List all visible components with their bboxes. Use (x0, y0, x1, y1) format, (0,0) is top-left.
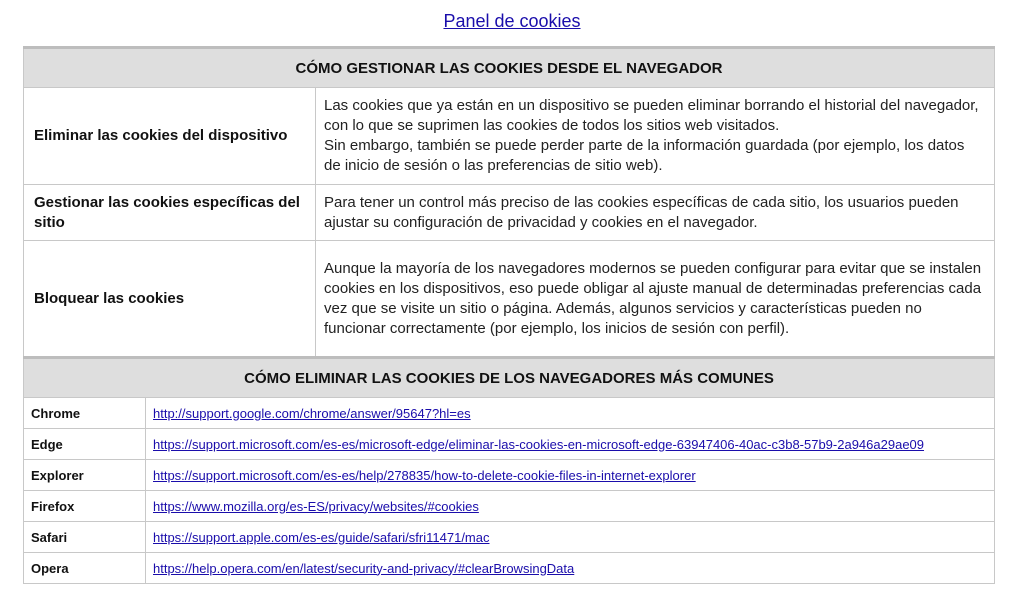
section-heading-browsers: CÓMO ELIMINAR LAS COOKIES DE LOS NAVEGADORES MÁS COMUNES (24, 358, 995, 398)
browser-name: Chrome (24, 398, 146, 429)
manage-cookies-table (23, 46, 995, 358)
description-line: Para tener un control más preciso de las cookies específicas de cada sitio, los usuarios pueden ajustar su configuración de privacidad y cookies en el navegador. (324, 193, 959, 231)
table-row (24, 88, 995, 185)
row-label: Gestionar las cookies específicas del sitio (24, 185, 316, 241)
browser-url-cell (146, 491, 995, 522)
table-row (24, 185, 995, 241)
browser-url-cell (146, 398, 995, 429)
opera-link[interactable]: https://help.opera.com/en/latest/security-and-privacy/#clearBrowsingData (153, 560, 575, 576)
table-row (24, 398, 995, 429)
row-description (316, 88, 995, 185)
table-row (24, 460, 995, 491)
table-row (24, 241, 995, 358)
browser-url-cell (146, 553, 995, 584)
browser-name: Safari (24, 522, 146, 553)
table-row (24, 522, 995, 553)
edge-link[interactable]: https://support.microsoft.com/es-es/microsoft-edge/eliminar-las-cookies-en-microsoft-edge-63947406-40ac-c3b8-57b9-2a946a29ae09 (153, 436, 925, 452)
section-heading-manage: CÓMO GESTIONAR LAS COOKIES DESDE EL NAVEGADOR (24, 48, 995, 88)
description-line: Las cookies que ya están en un dispositivo se pueden eliminar borrando el historial del navegador, con lo que se suprimen las cookies de todos los sitios web visitados. (324, 97, 979, 134)
table-row (24, 491, 995, 522)
description-line: Aunque la mayoría de los navegadores modernos se pueden configurar para evitar que se instalen cookies en los dispositivos, eso puede obligar al ajuste manual de determinadas preferencias cada vez que se visite un sitio o página. Además, algunos servicios y características pueden no funcionar correctamente (por ejemplo, los inicios de sesión con perfil). (324, 260, 982, 337)
safari-link[interactable]: https://support.apple.com/es-es/guide/safari/sfri11471/mac (153, 529, 490, 545)
browser-name: Opera (24, 553, 146, 584)
browser-url-cell (146, 522, 995, 553)
browser-name: Firefox (24, 491, 146, 522)
browsers-table (23, 356, 995, 584)
row-description (316, 185, 995, 241)
browser-name: Explorer (24, 460, 146, 491)
browser-url-cell (146, 460, 995, 491)
row-label: Eliminar las cookies del dispositivo (24, 88, 316, 185)
row-description (316, 241, 995, 358)
table-row (24, 553, 995, 584)
explorer-link[interactable]: https://support.microsoft.com/es-es/help/278835/how-to-delete-cookie-files-in-internet-explorer (153, 467, 696, 483)
table-row (24, 429, 995, 460)
firefox-link[interactable]: https://www.mozilla.org/es-ES/privacy/websites/#cookies (153, 498, 479, 514)
browser-url-cell (146, 429, 995, 460)
row-label: Bloquear las cookies (24, 241, 316, 358)
description-line: Sin embargo, también se puede perder parte de la información guardada (por ejemplo, los datos de inicio de sesión o las preferencias de sitio web). (324, 137, 965, 174)
chrome-link[interactable]: http://support.google.com/chrome/answer/95647?hl=es (153, 405, 471, 421)
browser-name: Edge (24, 429, 146, 460)
panel-de-cookies-link[interactable]: Panel de cookies (443, 11, 581, 31)
